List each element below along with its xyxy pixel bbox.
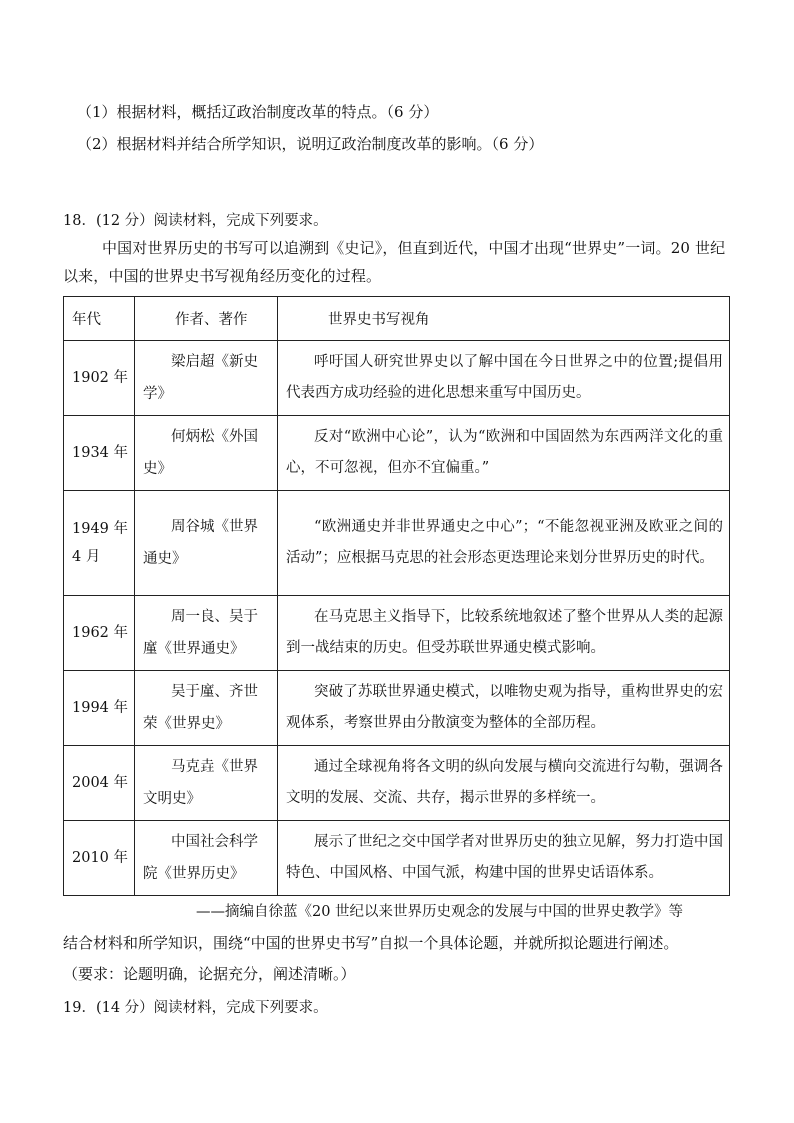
author-cell: 马克垚《世界文明史》 xyxy=(135,746,278,821)
author-cell: 周谷城《世界通史》 xyxy=(135,491,278,596)
q17-subquestion-2: （2）根据材料并结合所学知识，说明辽政治制度改革的影响。（6 分） xyxy=(77,135,544,153)
table-row xyxy=(64,491,730,596)
view-cell: 突破了苏联世界通史模式，以唯物史观为指导，重构世界史的宏观体系，考察世界由分散演变为整体的全部历程。 xyxy=(278,671,730,746)
view-cell: 展示了世纪之交中国学者对世界历史的独立见解，努力打造中国特色、中国风格、中国气派，构建中国的世界史话语体系。 xyxy=(278,821,730,896)
q18-task: 结合材料和所学知识，围绕“中国的世界史书写”自拟一个具体论题，并就所拟论题进行阐述。 xyxy=(63,934,679,952)
q18-intro: 中国对世界历史的书写可以追溯到《史记》，但直到近代，中国才出现“世界史”一词。20 世纪以来，中国的世界史书写视角经历变化的过程。 xyxy=(63,239,726,285)
year-cell: 2004 年 xyxy=(64,746,135,821)
view-cell: 呼吁国人研究世界史以了解中国在今日世界之中的位置;提倡用代表西方成功经验的进化思想来重写中国历史。 xyxy=(278,341,730,416)
view-cell: 通过全球视角将各文明的纵向发展与横向交流进行勾勒，强调各文明的发展、交流、共存，揭示世界的多样统一。 xyxy=(278,746,730,821)
year-cell: 1934 年 xyxy=(64,416,135,491)
table-row xyxy=(64,416,730,491)
q18-requirement: （要求：论题明确，论据充分，阐述清晰。） xyxy=(63,965,356,983)
history-table xyxy=(63,296,730,896)
table-row xyxy=(64,746,730,821)
column-header: 世界史书写视角 xyxy=(278,297,730,341)
table-row xyxy=(64,671,730,746)
view-cell: “欧洲通史并非世界通史之中心”；“不能忽视亚洲及欧亚之间的活动”；应根据马克思的社会形态更迭理论来划分世界历史的时代。 xyxy=(278,491,730,596)
author-cell: 何炳松《外国史》 xyxy=(135,416,278,491)
view-cell: 在马克思主义指导下，比较系统地叙述了整个世界从人类的起源到一战结束的历史。但受苏联世界通史模式影响。 xyxy=(278,596,730,671)
year-cell: 1962 年 xyxy=(64,596,135,671)
q19-heading: 19．(14 分）阅读材料，完成下列要求。 xyxy=(63,1000,328,1016)
year-cell: 1902 年 xyxy=(64,341,135,416)
year-cell: 1994 年 xyxy=(64,671,135,746)
column-header: 作者、著作 xyxy=(135,297,278,341)
table-row xyxy=(64,821,730,896)
q17-subquestion-1: （1）根据材料，概括辽政治制度改革的特点。（6 分） xyxy=(77,103,439,121)
table-row xyxy=(64,596,730,671)
table-header-row xyxy=(64,297,730,341)
table-row xyxy=(64,341,730,416)
year-cell: 1949 年 4 月 xyxy=(64,491,135,596)
q18-source: ——摘编自徐蓝《20 世纪以来世界历史观念的发展与中国的世界史教学》等 xyxy=(196,904,684,920)
author-cell: 梁启超《新史学》 xyxy=(135,341,278,416)
author-cell: 周一良、吴于廑《世界通史》 xyxy=(135,596,278,671)
view-cell: 反对“欧洲中心论”，认为“欧洲和中国固然为东西两洋文化的重心，不可忽视，但亦不宜偏重。” xyxy=(278,416,730,491)
author-cell: 中国社会科学院《世界历史》 xyxy=(135,821,278,896)
author-cell: 吴于廑、齐世荣《世界史》 xyxy=(135,671,278,746)
q18-heading: 18．(12 分）阅读材料，完成下列要求。 xyxy=(63,213,328,229)
year-cell: 2010 年 xyxy=(64,821,135,896)
column-header: 年代 xyxy=(64,297,135,341)
